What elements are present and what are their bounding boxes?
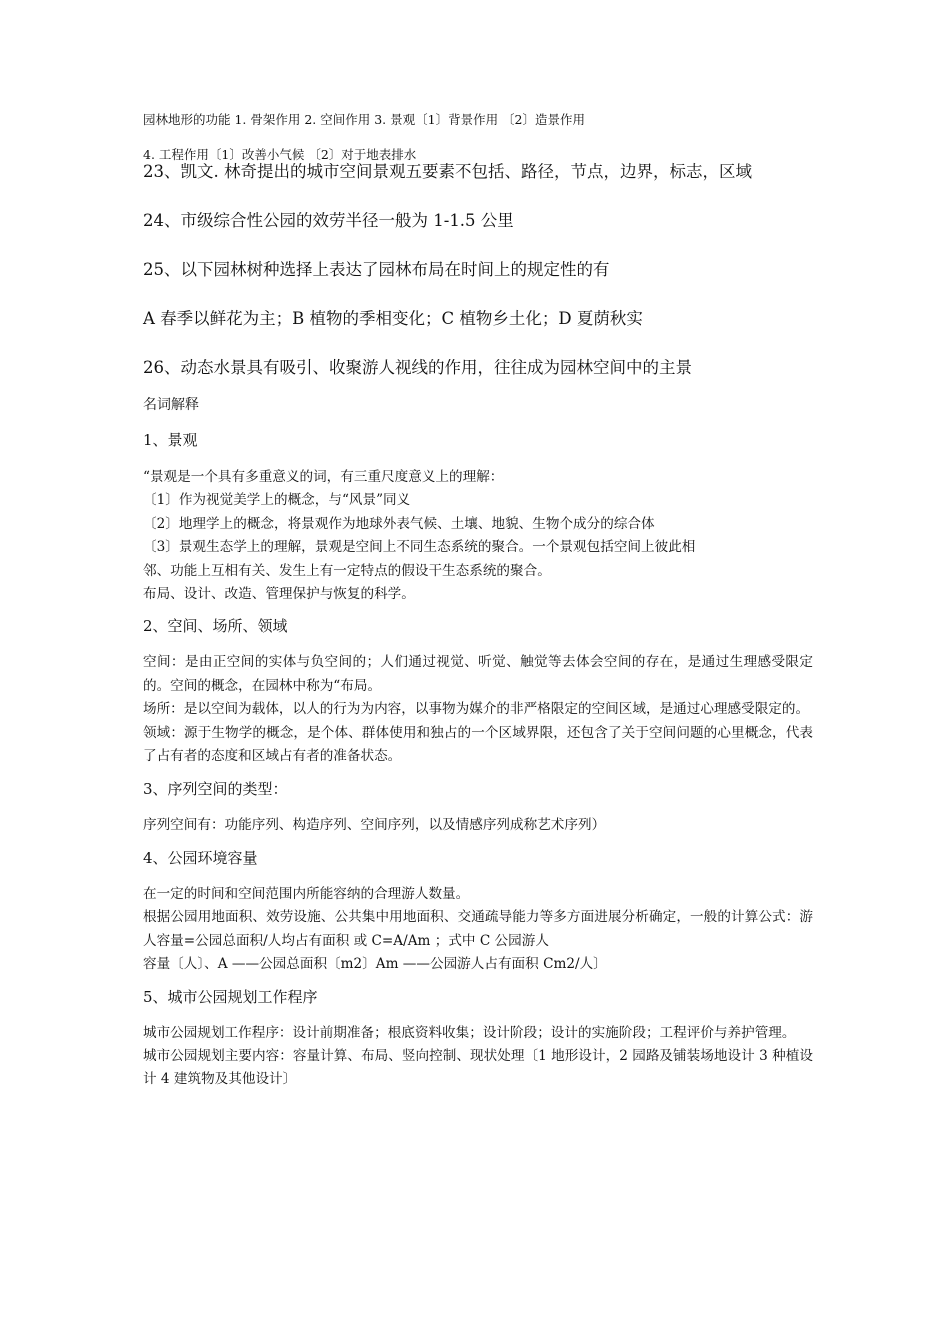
term-1-paragraph-2: 〔1〕作为视觉美学上的概念，与“风景”同义 — [143, 492, 411, 509]
term-4-paragraph-3: 容量〔人〕、A ——公园总面积〔m2〕Am ——公园游人占有面积 Cm2/人〕 — [143, 956, 607, 973]
term-3-title: 3、序列空间的类型： — [143, 780, 288, 799]
term-1-paragraph-1: “景观是一个具有多重意义的词，有三重尺度意义上的理解： — [143, 469, 504, 485]
term-1-paragraph-4a: 〔3〕景观生态学上的理解，景观是空间上不同生态系统的聚合。一个景观包括空间上彼此相 — [143, 539, 696, 556]
question-23: 23、凯文. 林奇提出的城市空间景观五要素不包括、路径，节点，边界，标志，区域 — [143, 162, 752, 181]
section-title: 名词解释 — [143, 397, 199, 413]
term-4-title: 4、公园环境容量 — [143, 848, 258, 867]
term-3-paragraph-1: 序列空间有：功能序列、构造序列、空间序列，以及情感序列成称艺术序列） — [143, 817, 606, 834]
term-1-paragraph-3: 〔2〕地理学上的概念，将景观作为地球外表气候、土壤、地貌、生物个成分的综合体 — [143, 515, 655, 532]
term-1-paragraph-4b: 邻、功能上互相有关、发生上有一定特点的假设干生态系统的聚合。 — [143, 562, 551, 579]
question-24: 24、市级综合性公园的效劳半径一般为 1-1.5 公里 — [143, 211, 514, 230]
intro-line-2: 4. 工程作用〔1〕改善小气候 〔2〕对于地表排水 — [143, 147, 417, 162]
term-1-title: 1、景观 — [143, 431, 198, 449]
term-2-paragraph-2: 场所：是以空间为载体，以人的行为为内容，以事物为媒介的非严格限定的空间区域，是通过心理感受限定的。 — [143, 701, 810, 718]
term-4-paragraph-1: 在一定的时间和空间范围内所能容纳的合理游人数量。 — [143, 885, 470, 902]
question-25: 25、以下园林树种选择上表达了园林布局在时间上的规定性的有 — [143, 260, 610, 279]
term-5-paragraph-1: 城市公园规划工作程序：设计前期准备；根底资料收集；设计阶段；设计的实施阶段；工程评价与养护管理。 — [143, 1024, 796, 1041]
intro-line-1: 园林地形的功能 1. 骨架作用 2. 空间作用 3. 景观〔1〕背景作用 〔2〕造景作用 — [143, 112, 585, 127]
term-1-paragraph-5: 布局、设计、改造、管理保护与恢复的科学。 — [143, 586, 415, 603]
term-2-title: 2、空间、场所、领域 — [143, 617, 288, 636]
question-25-options: A 春季以鲜花为主；B 植物的季相变化；C 植物乡土化；D 夏荫秋实 — [143, 309, 643, 328]
term-5-title: 5、城市公园规划工作程序 — [143, 987, 318, 1006]
term-2-paragraph-3: 领域：源于生物学的概念，是个体、群体使用和独占的一个区域界限，还包含了关于空间问题的心里概念，代表了占有者的态度和区域占有者的准备状态。 — [143, 724, 813, 765]
question-26: 26、动态水景具有吸引、收聚游人视线的作用，往往成为园林空间中的主景 — [143, 358, 692, 377]
document-page — [143, 108, 813, 1092]
term-4-paragraph-2: 根据公园用地面积、效劳设施、公共集中用地面积、交通疏导能力等多方面进展分析确定，一般的计算公式：游人容量=公园总面积/人均占有面积 或 C=A/Am ；式中 C 公园游人 — [143, 909, 813, 949]
term-2-paragraph-1: 空间：是由正空间的实体与负空间的；人们通过视觉、听觉、触觉等去体会空间的存在，是通过生理感受限定的。空间的概念，在园林中称为“布局。 — [143, 654, 813, 694]
term-5-paragraph-2: 城市公园规划主要内容：容量计算、布局、竖向控制、现状处理〔1 地形设计，2 园路及铺装场地设计 3 种植设计 4 建筑物及其他设计〕 — [143, 1047, 813, 1088]
